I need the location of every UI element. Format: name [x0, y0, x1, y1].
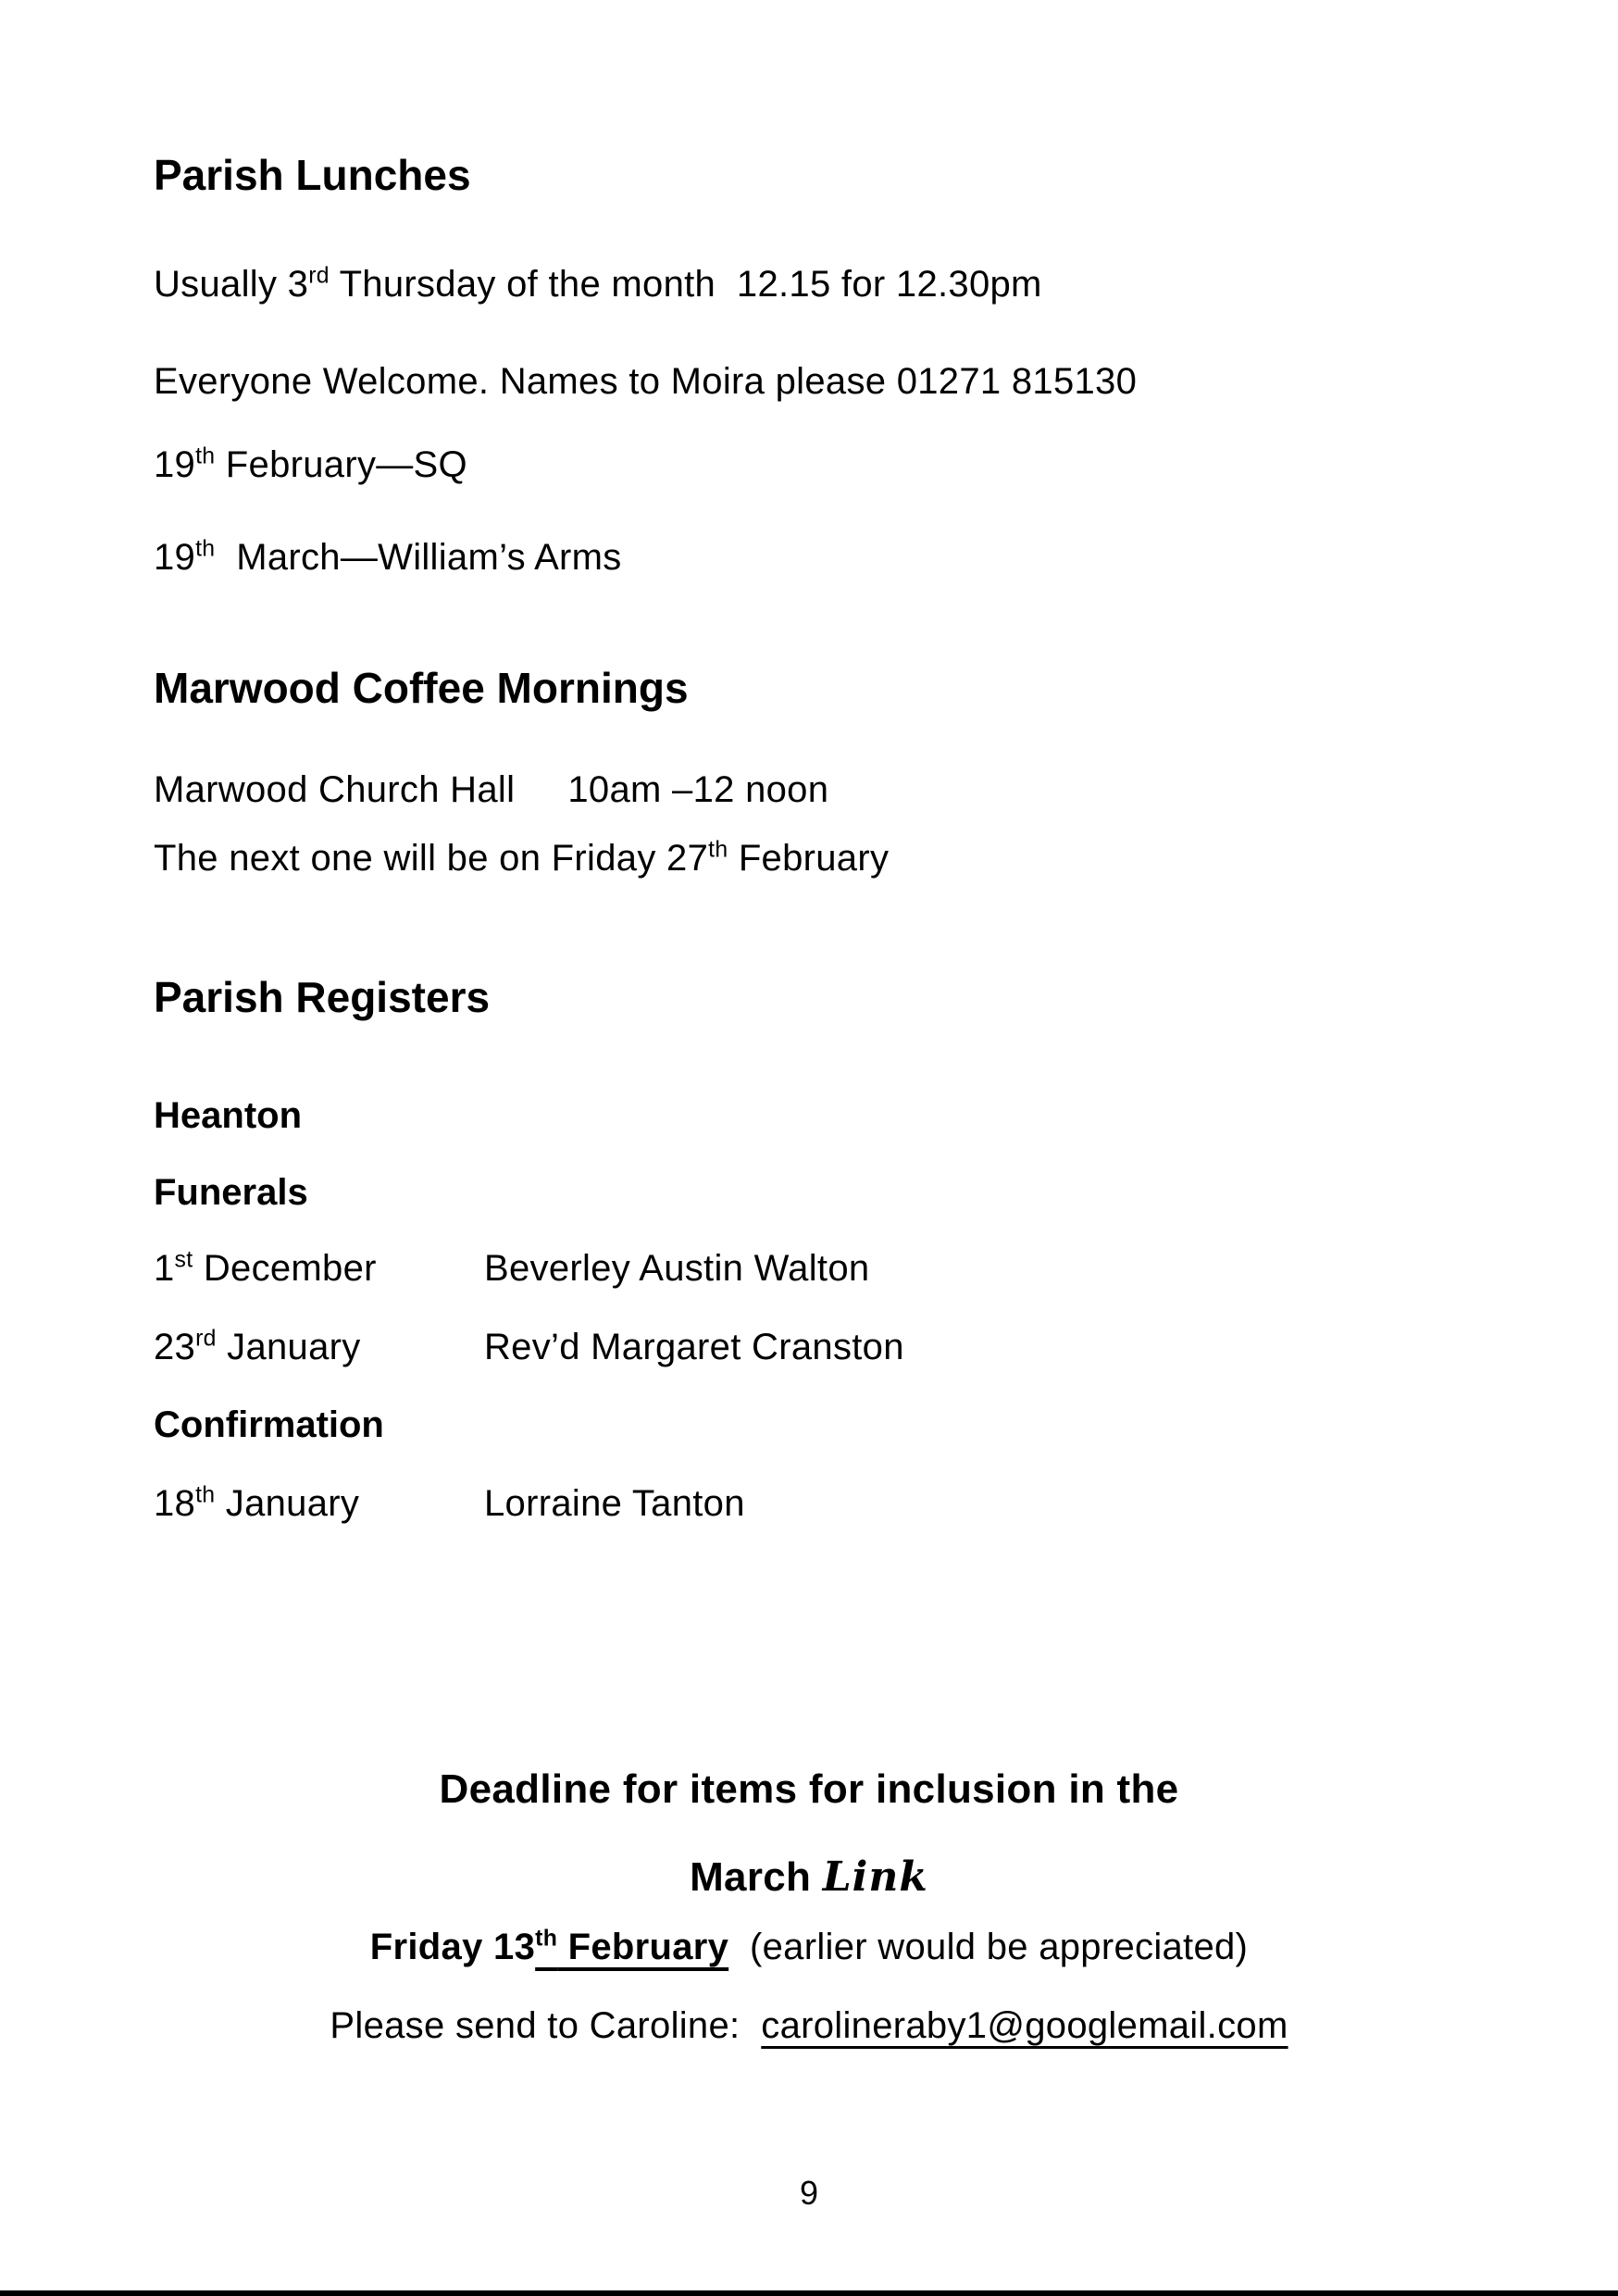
confirmation-row — [154, 1480, 745, 1527]
parish-lunches-march-line — [154, 534, 622, 580]
heanton-subheading: Heanton — [154, 1095, 302, 1136]
date-text-post: February—SQ — [215, 444, 467, 485]
date-text-post: December — [193, 1248, 377, 1289]
issue-month: March — [690, 1854, 823, 1900]
link-wordmark: Link — [822, 1853, 928, 1901]
ordinal-suffix: th — [195, 443, 216, 469]
deadline-note: (earlier would be appreciated) — [728, 1927, 1249, 1967]
ordinal-suffix: th — [195, 1482, 216, 1508]
date-text-pre: 23 — [154, 1327, 196, 1367]
deadline-date-underlined — [535, 1927, 728, 1967]
schedule-text-post: Thursday of the month 12.15 for 12.30pm — [329, 264, 1042, 305]
date-text-post: January — [215, 1483, 360, 1524]
deadline-month: February — [557, 1927, 729, 1967]
deadline-day: Friday 13 — [369, 1927, 536, 1967]
funerals-subheading: Funerals — [154, 1172, 308, 1213]
deadline-issue-line — [0, 1852, 1618, 1903]
ordinal-suffix: th — [195, 536, 216, 562]
date-text-pre: 18 — [154, 1483, 196, 1524]
ordinal-suffix: rd — [308, 263, 330, 289]
ordinal-suffix: rd — [195, 1326, 217, 1352]
date-text-pre: 19 — [154, 444, 196, 485]
funeral-date — [154, 1245, 484, 1292]
parish-lunches-contact-line: Everyone Welcome. Names to Moira please 01271 815130 — [154, 361, 1138, 402]
coffee-mornings-next-date-line — [154, 835, 889, 881]
date-text-post: January — [216, 1327, 361, 1367]
page-number: 9 — [799, 2174, 819, 2212]
funeral-date — [154, 1324, 484, 1370]
confirmation-date — [154, 1480, 484, 1527]
parish-lunches-heading: Parish Lunches — [154, 151, 471, 199]
schedule-text-pre: Usually 3 — [154, 264, 309, 305]
send-to-line — [0, 2003, 1618, 2049]
send-to-text: Please send to Caroline: — [330, 2005, 762, 2046]
funeral-name: Rev’d Margaret Cranston — [484, 1327, 904, 1367]
deadline-date-line — [0, 1924, 1618, 1970]
next-date-text-pre: The next one will be on Friday 27 — [154, 838, 709, 879]
funeral-row — [154, 1245, 869, 1292]
page-bottom-rule — [0, 2290, 1618, 2296]
funeral-name: Beverley Austin Walton — [484, 1248, 870, 1289]
ordinal-suffix: st — [174, 1247, 193, 1273]
email-link[interactable]: carolineraby1@googlemail.com — [761, 2005, 1288, 2046]
confirmation-subheading: Confirmation — [154, 1404, 384, 1445]
confirmation-name: Lorraine Tanton — [484, 1483, 745, 1524]
date-text-pre: 19 — [154, 537, 196, 578]
coffee-mornings-heading: Marwood Coffee Mornings — [154, 664, 689, 712]
ordinal-suffix: th — [708, 837, 728, 863]
funeral-row — [154, 1324, 904, 1370]
parish-registers-heading: Parish Registers — [154, 973, 491, 1021]
deadline-title-line: Deadline for items for inclusion in the — [439, 1766, 1179, 1812]
parish-lunches-february-line — [154, 442, 467, 488]
date-text-post: March—William’s Arms — [215, 537, 622, 578]
coffee-mornings-venue-line: Marwood Church Hall 10am –12 noon — [154, 769, 829, 810]
next-date-text-post: February — [728, 838, 890, 879]
ordinal-suffix: th — [535, 1926, 558, 1952]
parish-lunches-schedule-line — [154, 261, 1042, 307]
date-text-pre: 1 — [154, 1248, 175, 1289]
